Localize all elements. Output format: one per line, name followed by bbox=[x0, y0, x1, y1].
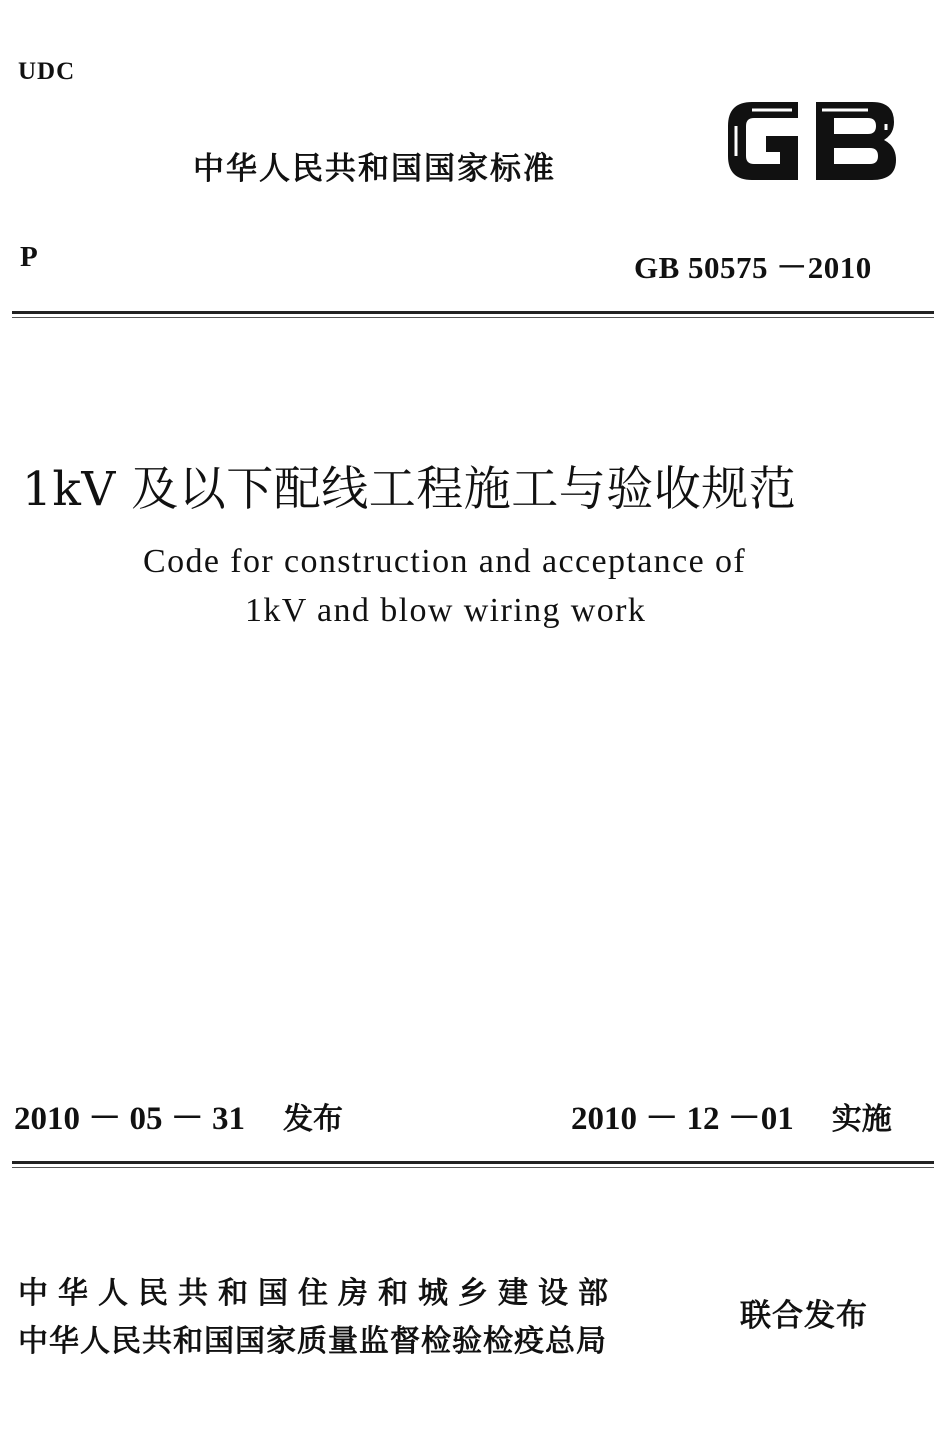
bottom-divider bbox=[12, 1161, 934, 1168]
issue-date-block bbox=[14, 1092, 343, 1139]
issuer-ministry: 中华人民共和国住房和城乡建设部 bbox=[18, 1276, 618, 1311]
issuer-aqsiq: 中华人民共和国国家质量监督检验检疫总局 bbox=[18, 1324, 607, 1359]
top-divider bbox=[12, 311, 934, 318]
implementation-date-block bbox=[571, 1092, 892, 1139]
issue-date: 2010 － 05 － 31 bbox=[14, 1101, 245, 1137]
standard-type-heading: 中华人民共和国国家标准 bbox=[193, 151, 556, 187]
standard-number: GB 50575 －2010 bbox=[634, 250, 872, 285]
implementation-date: 2010 － 12 －01 bbox=[571, 1101, 794, 1137]
title-chinese: 1kV 及以下配线工程施工与验收规范 bbox=[22, 462, 797, 517]
gb-logo-icon bbox=[722, 96, 900, 186]
title-english-line1: Code for construction and acceptance of bbox=[143, 543, 747, 580]
issue-label: 发布 bbox=[283, 1102, 343, 1137]
classification-code: P bbox=[20, 241, 38, 273]
title-english-line2: 1kV and blow wiring work bbox=[245, 592, 647, 629]
joint-issue-label: 联合发布 bbox=[740, 1298, 868, 1334]
udc-label: UDC bbox=[18, 58, 76, 85]
implementation-label: 实施 bbox=[831, 1102, 892, 1137]
